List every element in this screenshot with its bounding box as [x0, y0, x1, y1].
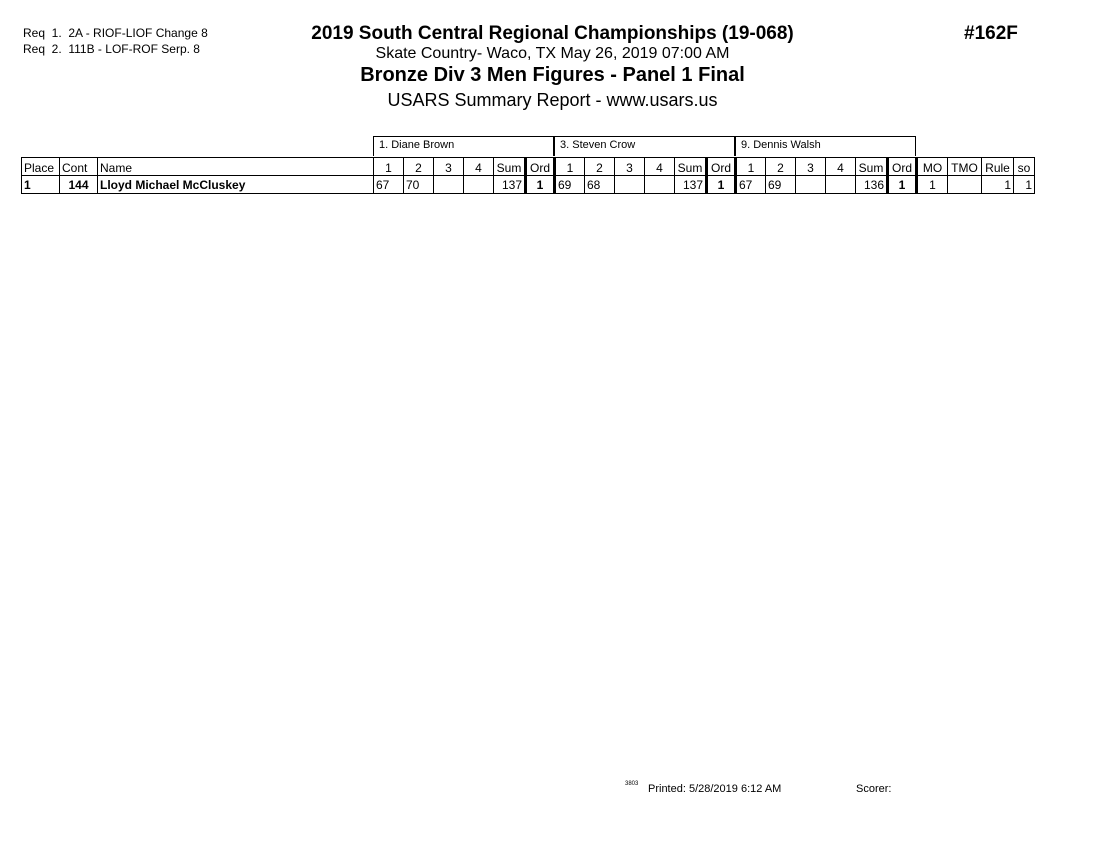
cont-cell: 144: [60, 176, 98, 194]
j2-score-2: 68: [585, 176, 615, 194]
col-so: so: [1014, 158, 1035, 176]
printed-timestamp: Printed: 5/28/2019 6:12 AM: [648, 783, 782, 795]
col-j1-score-4: 4: [464, 158, 494, 176]
col-place: Place: [22, 158, 60, 176]
col-j1-ord: Ord: [526, 158, 555, 176]
j3-score-2: 69: [766, 176, 796, 194]
col-mo: MO: [917, 158, 948, 176]
j2-score-4: [645, 176, 675, 194]
col-j2-score-1: 1: [555, 158, 585, 176]
event-number: #162F: [964, 23, 1018, 44]
scorer-label: Scorer:: [856, 783, 892, 795]
venue-date: Skate Country- Waco, TX May 26, 2019 07:00 AM: [375, 45, 730, 62]
table-header-row: [22, 158, 1035, 176]
col-j2-score-2: 2: [585, 158, 615, 176]
skater-name-cell: Lloyd Michael McCluskey: [98, 176, 374, 194]
mo-cell: 1: [917, 176, 948, 194]
tmo-cell: [948, 176, 982, 194]
j1-sum: 137: [494, 176, 526, 194]
col-j3-score-2: 2: [766, 158, 796, 176]
competition-title: 2019 South Central Regional Championships (19-068): [311, 23, 794, 44]
j1-score-4: [464, 176, 494, 194]
col-j1-score-3: 3: [434, 158, 464, 176]
requirement-1: Req 1. 2A - RIOF-LIOF Change 8: [23, 26, 208, 40]
col-j3-score-3: 3: [796, 158, 826, 176]
j3-score-4: [826, 176, 856, 194]
rule-cell: 1: [982, 176, 1014, 194]
col-j1-score-1: 1: [374, 158, 404, 176]
col-name: Name: [98, 158, 374, 176]
col-j2-ord: Ord: [707, 158, 736, 176]
col-j3-ord: Ord: [888, 158, 917, 176]
report-code: 3803: [625, 781, 639, 787]
col-j3-score-4: 4: [826, 158, 856, 176]
event-title: Bronze Div 3 Men Figures - Panel 1 Final: [360, 64, 745, 86]
col-j3-sum: Sum: [856, 158, 888, 176]
j2-sum: 137: [675, 176, 707, 194]
table-row: [22, 176, 1035, 194]
col-j2-sum: Sum: [675, 158, 707, 176]
col-rule: Rule: [982, 158, 1014, 176]
col-j3-score-1: 1: [736, 158, 766, 176]
col-j2-score-4: 4: [645, 158, 675, 176]
col-tmo: TMO: [948, 158, 982, 176]
judge-header-2: 3. Steven Crow: [554, 136, 735, 156]
j3-score-3: [796, 176, 826, 194]
judge-header-3: 9. Dennis Walsh: [735, 136, 916, 156]
results-table: [21, 157, 1035, 194]
j3-ord: 1: [888, 176, 917, 194]
requirement-2: Req 2. 111B - LOF-ROF Serp. 8: [23, 42, 200, 56]
col-j1-sum: Sum: [494, 158, 526, 176]
judge-header-1: 1. Diane Brown: [373, 136, 554, 156]
report-title: USARS Summary Report - www.usars.us: [387, 90, 718, 110]
col-j1-score-2: 2: [404, 158, 434, 176]
j1-score-2: 70: [404, 176, 434, 194]
j1-score-1: 67: [374, 176, 404, 194]
j2-ord: 1: [707, 176, 736, 194]
so-cell: 1: [1014, 176, 1035, 194]
j2-score-1: 69: [555, 176, 585, 194]
col-cont: Cont: [60, 158, 98, 176]
j1-score-3: [434, 176, 464, 194]
j1-ord: 1: [526, 176, 555, 194]
place-cell: 1: [22, 176, 60, 194]
j3-score-1: 67: [736, 176, 766, 194]
j2-score-3: [615, 176, 645, 194]
col-j2-score-3: 3: [615, 158, 645, 176]
j3-sum: 136: [856, 176, 888, 194]
